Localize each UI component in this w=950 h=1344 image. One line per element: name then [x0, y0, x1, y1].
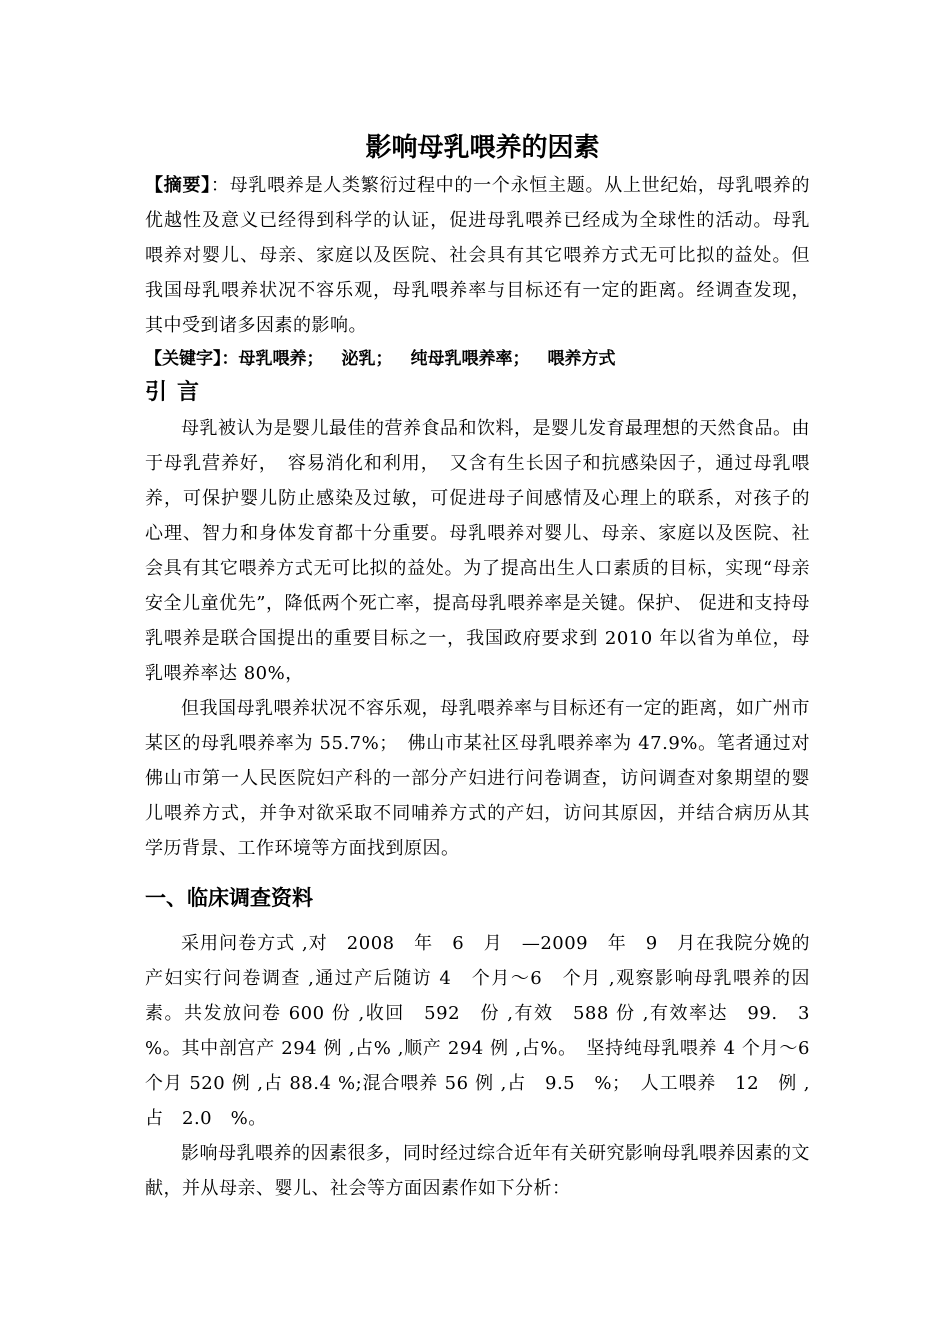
- keyword-item: 泌乳；: [341, 349, 393, 369]
- keyword-item: 纯母乳喂养率；: [410, 349, 530, 369]
- intro-paragraph-1: 母乳被认为是婴儿最佳的营养食品和饮料，是婴儿发育最理想的天然食品。由于母乳营养好， 容易消化和利用， 又含有生长因子和抗感染因子，通过母乳喂养，可保护婴儿防止感染及过敏，可促进母子间感情及心理上的联系，对孩子的心理、智力和身体发育都十分重要。母乳喂养对婴儿、母亲、家庭以及医院、社会具有其它喂养方式无可比拟的益处。为了提高出生人口素质的目标，实现“母亲安全儿童优先”，降低两个死亡率，提高母乳喂养率是关键。保护、 促进和支持母乳喂养是联合国提出的重要目标之一，我国政府要求到 2010 年以省为单位，母乳喂养率达 80%，: [145, 418, 810, 684]
- section1-heading: 一、临床调查资料: [145, 886, 313, 910]
- intro-heading: 引言: [145, 380, 210, 405]
- abstract-label: 【摘要】: [145, 175, 211, 196]
- keyword-item: 母乳喂养；: [238, 349, 324, 369]
- abstract-text: 母乳喂养是人类繁衍过程中的一个永恒主题。从上世纪始，母乳喂养的优越性及意义已经得到科学的认证，促进母乳喂养已经成为全球性的活动。母乳喂养对婴儿、母亲、家庭以及医院、社会具有其它喂养方式无可比拟的益处。但我国母乳喂养状况不容乐观，母乳喂养率与目标还有一定的距离。经调查发现，其中受到诸多因素的影响。: [145, 175, 811, 336]
- keywords-line: [145, 343, 810, 375]
- keywords-label: 【关键字】：: [145, 349, 239, 369]
- document-title: 影响母乳喂养的因素: [365, 133, 600, 163]
- section1-paragraph-2: 影响母乳喂养的因素很多，同时经过综合近年有关研究影响母乳喂养因素的文献，并从母亲、婴儿、社会等方面因素作如下分析：: [145, 1143, 810, 1199]
- abstract-paragraph: [145, 168, 810, 343]
- section1-paragraph-1: 采用问卷方式 ,对 2008 年 6 月 —2009 年 9 月在我院分娩的产妇实行问卷调查 ,通过产后随访 4 个月～6 个月 ,观察影响母乳喂养的因素。共发放问卷 600 份 ,收回 592 份 ,有效 588 份 ,有效率达 99. 3 %。其中剖宫产 294 例 ,占% ,顺产 294 例 ,占%。 坚持纯母乳喂养 4 个月～6 个月 520 例 ,占 88.4 %;混合喂养 56 例 ,占 9.5 %； 人工喂养 12 例 ,占 2.0 %。: [145, 933, 829, 1129]
- keyword-item: 喂养方式: [547, 349, 616, 369]
- document-page: [145, 128, 829, 1206]
- abstract-colon: ：: [210, 175, 230, 196]
- intro-paragraph-2: 但我国母乳喂养状况不容乐观，母乳喂养率与目标还有一定的距离，如广州市某区的母乳喂养率为 55.7%； 佛山市某社区母乳喂养率为 47.9%。笔者通过对佛山市第一人民医院妇产科的一部分产妇进行问卷调查，访问调查对象期望的婴儿喂养方式，并争对欲采取不同哺养方式的产妇，访问其原因，并结合病历从其学历背景、工作环境等方面找到原因。: [145, 698, 810, 859]
